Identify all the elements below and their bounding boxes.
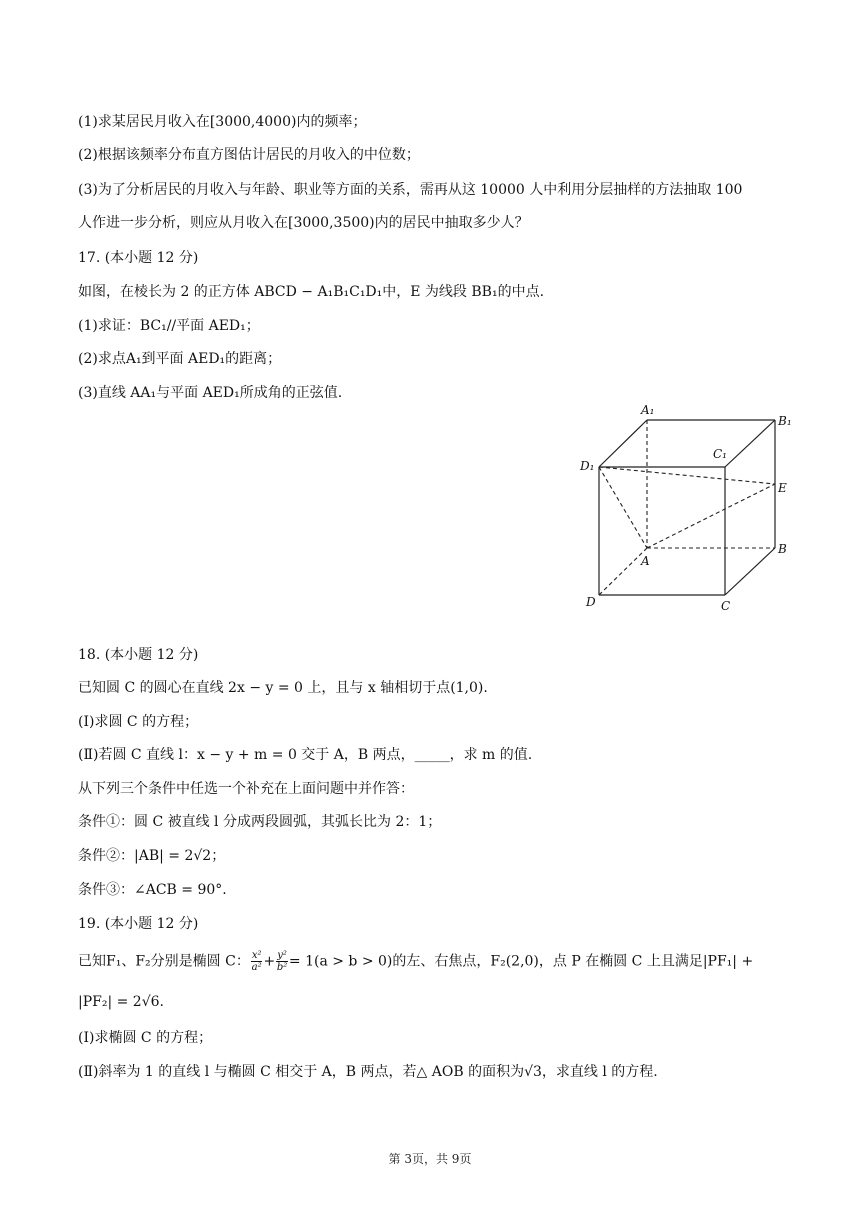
question-18-header: 18. (本小题 12 分)	[78, 647, 199, 663]
question-18-condition-3: 条件③：∠ACB = 90°.	[78, 882, 227, 898]
fraction-y2-over-b2: $\frac{\text{y²}}{\text{b²}}$	[276, 950, 288, 973]
question-18-instruction: 从下列三个条件中任选一个补充在上面问题中并作答：	[78, 781, 414, 797]
question-17-part-3: (3)直线 AA₁与平面 AED₁所成角的正弦值.	[78, 385, 343, 401]
label-B1: B₁	[778, 414, 792, 428]
question-16-part-3-line-2: 人作进一步分析，则应从月收入在[3000,3500)内的居民中抽取多少人？	[78, 215, 529, 231]
stem-text-a: 已知F₁、F₂分别是椭圆 C：	[78, 953, 250, 970]
label-E: E	[778, 481, 787, 495]
question-19-stem-line-1	[78, 950, 753, 973]
question-18-part-2: (Ⅱ)若圆 C 直线 l：x − y + m = 0 交于 A，B 两点，_____，求 m 的值.	[78, 747, 533, 763]
label-C: C	[721, 599, 731, 613]
label-A: A	[641, 554, 650, 568]
question-17-stem: 如图，在棱长为 2 的正方体 ABCD − A₁B₁C₁D₁中，E 为线段 BB₁的中点.	[78, 284, 545, 300]
label-D1: D₁	[580, 459, 595, 473]
question-18-part-1: (Ⅰ)求圆 C 的方程；	[78, 714, 199, 730]
question-16-part-2: (2)根据该频率分布直方图估计居民的月收入的中位数；	[78, 147, 420, 163]
question-16-part-3-line-1: (3)为了分析居民的月收入与年龄、职业等方面的关系，需再从这 10000 人中利用分层抽样的方法抽取 100	[78, 182, 743, 198]
question-17-header: 17. (本小题 12 分)	[78, 250, 199, 266]
question-17-part-1: (1)求证：BC₁//平面 AED₁；	[78, 318, 260, 334]
stem-text-b: = 1(a > b > 0)的左、右焦点，F₂(2,0)，点 P 在椭圆 C 上且满足|PF₁| +	[288, 953, 754, 970]
question-18-condition-1: 条件①：圆 C 被直线 l 分成两段圆弧，其弧长比为 2：1；	[78, 814, 442, 830]
question-19-part-1: (Ⅰ)求椭圆 C 的方程；	[78, 1030, 213, 1046]
question-19-part-2: (Ⅱ)斜率为 1 的直线 l 与椭圆 C 相交于 A，B 两点，若△ AOB 的面积为√3，求直线 l 的方程.	[78, 1064, 658, 1080]
label-A1: A₁	[641, 403, 655, 417]
label-C1: C₁	[713, 447, 727, 461]
label-B: B	[778, 542, 787, 556]
question-17-part-2: (2)求点A₁到平面 AED₁的距离；	[78, 351, 282, 367]
question-19-stem-line-2: |PF₂| = 2√6.	[78, 994, 164, 1010]
fraction-x2-over-a2: $\frac{\text{x²}}{\text{a²}}$	[251, 950, 262, 973]
plus-sign: +	[263, 953, 276, 970]
question-18-stem: 已知圆 C 的圆心在直线 2x − y = 0 上，且与 x 轴相切于点(1,0).	[78, 680, 488, 696]
question-18-condition-2: 条件②：|AB| = 2√2；	[78, 848, 226, 864]
label-D: D	[586, 595, 596, 609]
question-16-part-1: (1)求某居民月收入在[3000,4000)内的频率；	[78, 114, 367, 130]
question-19-header: 19. (本小题 12 分)	[78, 916, 199, 932]
cube-figure	[575, 400, 800, 615]
page-footer: 第 3页，共 9页	[388, 1152, 472, 1166]
